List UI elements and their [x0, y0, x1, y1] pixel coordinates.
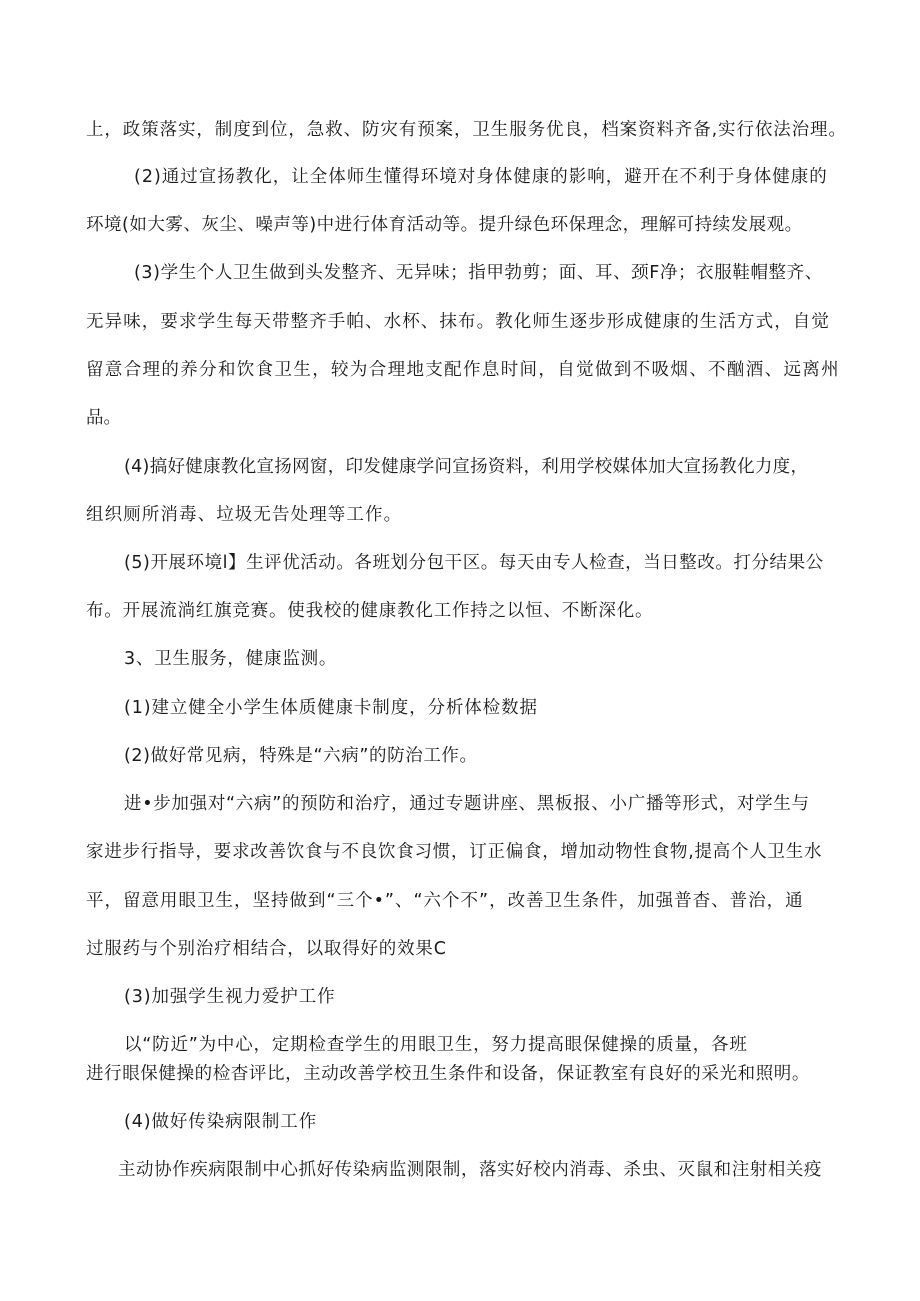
text-line: (4)做好传染病限制工作 — [124, 1112, 318, 1132]
text-line: 布。开展流淌红旗竞赛。使我校的健康教化工作持之以恒、不断深化。 — [86, 601, 654, 621]
text-line: (2)做好常见病，特殊是“六病”的防治工作。 — [124, 746, 478, 766]
text-line: (1)建立健全小学生体质健康卡制度，分析体检数据 — [124, 698, 538, 718]
text-line: (3)加强学生视力爱护工作 — [124, 987, 336, 1007]
text-line: 进•步加强对“六病”的预防和治疗，通过专题讲座、黑板报、小广播等形式，对学生与 — [124, 794, 810, 814]
text-line: 上，政策落实，制度到位，急救、防灾有预案，卫生服务优良，档案资料齐备,实行依法治理。 — [86, 120, 847, 140]
text-line: (3)学生个人卫生做到头发整齐、无异味；指甲勃剪；面、耳、颈F净；衣服鞋帽整齐、 — [134, 263, 823, 283]
text-line: 进行眼保健操的检杳评比，主动改善学校丑生条件和设备，保证教室有良好的采光和照明。 — [86, 1064, 810, 1084]
text-line: (2)通过宣扬教化，让全体师生懂得环境对身体健康的影响，避开在不利于身体健康的 — [134, 167, 828, 187]
text-line: (5)开展环境l】生评优活动。各班划分包干区。每天由专人检查，当日整改。打分结果公 — [124, 553, 824, 573]
text-line: 留意合理的养分和饮食卫生，较为合理地支配作息时间，自觉做到不吸烟、不酗酒、远离州 — [86, 360, 840, 380]
text-line: 环境(如大雾、灰尘、噪声等)中进行体育活动等。提升绿色环保理念，理解可持续发展观。 — [86, 215, 803, 235]
text-line: 主动协作疾病限制中心抓好传染病监测限制，落实好校内消毒、杀虫、灭鼠和注射相关疫 — [118, 1160, 822, 1180]
text-line: 家进步行指导，要求改善饮食与不良饮食习惯，订正偏食，增加动物性食物,提高个人卫生水 — [86, 842, 823, 862]
text-line: 过服药与个别治疗相结合，以取得好的效果C — [86, 939, 447, 959]
text-line: 平，留意用眼卫生，坚持做到“三个•”、“六个不”，改善卫生条件，加强普杳、普治，通 — [86, 891, 804, 911]
section-heading: 3、卫生服务，健康监测。 — [124, 649, 338, 669]
text-line: (4)搞好健康教化宣扬网窗，印发健康学问宣扬资料，利用学校媒体加大宣扬教化力度， — [124, 457, 809, 477]
text-line: 品。 — [86, 408, 121, 428]
text-line: 组织厕所消毒、垃圾无告处理等工作。 — [86, 505, 403, 525]
text-line: 无异味，要求学生每天带整齐手帕、水杯、抹布。教化师生逐步形成健康的生活方式，自觉 — [86, 312, 830, 332]
text-line: 以“防近”为中心，定期检查学生的用眼卫生，努力提高眼保健操的质量，各班 — [124, 1035, 748, 1055]
